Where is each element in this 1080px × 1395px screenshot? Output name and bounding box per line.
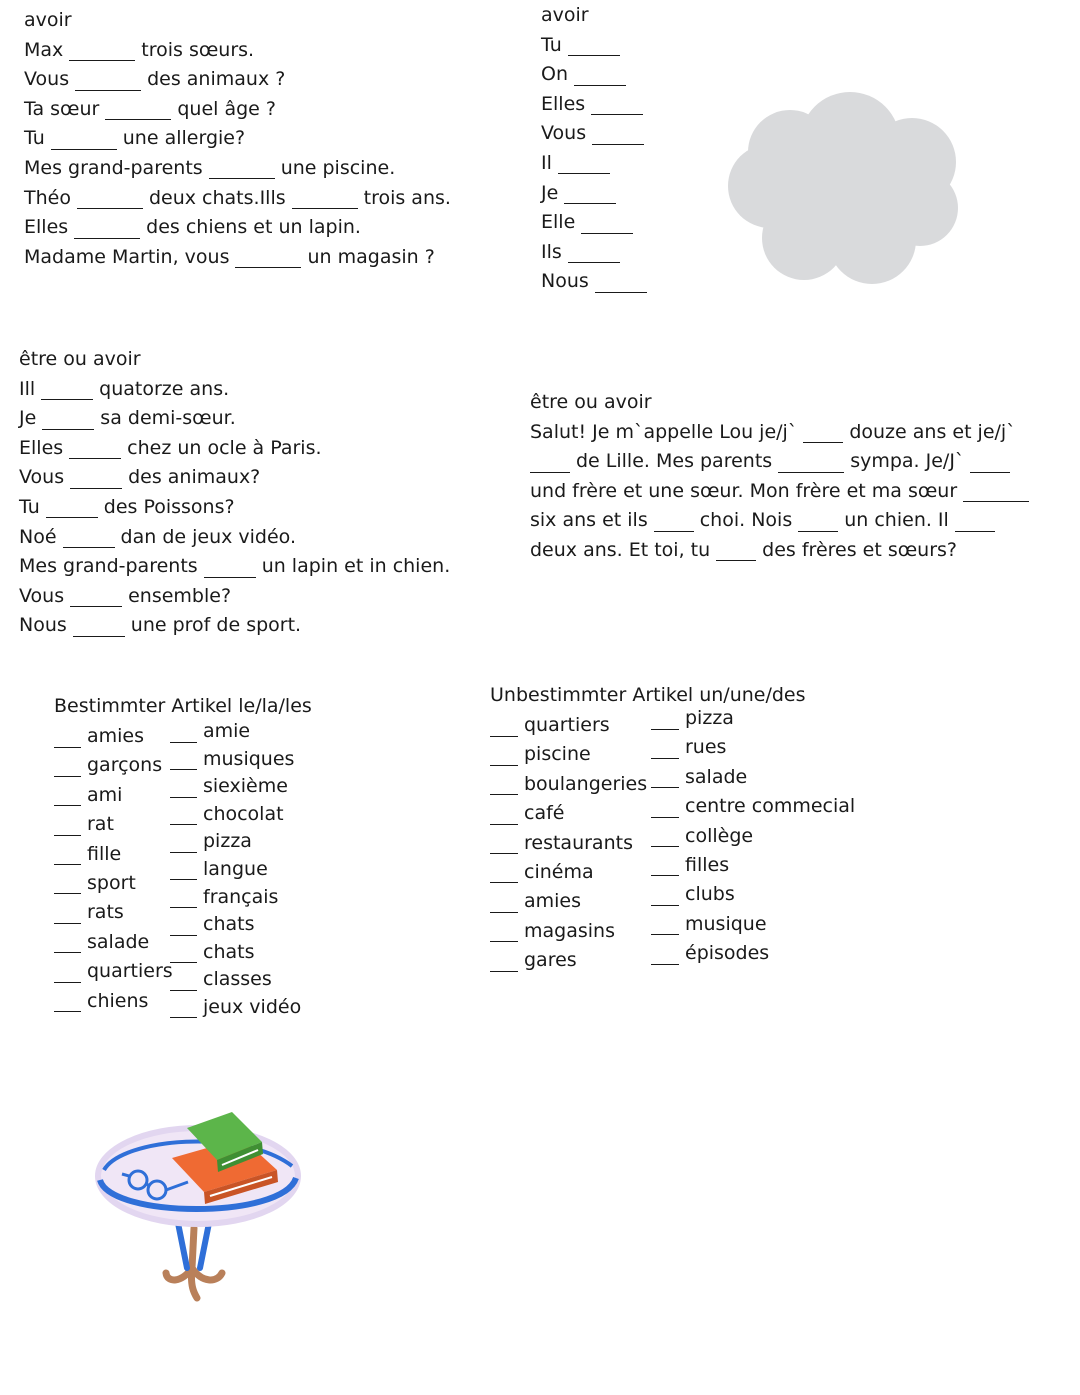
- pronoun-line: Elle: [541, 208, 653, 238]
- article-item: rats: [54, 898, 173, 927]
- article-item: ami: [54, 781, 173, 810]
- exercise-line: Théo deux chats.Ills trois ans.: [24, 186, 451, 209]
- answer-blank[interactable]: [651, 711, 679, 730]
- answer-blank[interactable]: [204, 559, 256, 578]
- article-item: quartiers: [54, 957, 173, 986]
- pronoun-line: Vous: [541, 119, 653, 149]
- answer-blank[interactable]: [75, 72, 141, 91]
- answer-blank[interactable]: [595, 274, 647, 293]
- answer-blank[interactable]: [530, 454, 570, 473]
- table-books-illustration: [92, 1108, 307, 1303]
- answer-blank[interactable]: [70, 470, 122, 489]
- answer-blank[interactable]: [63, 529, 115, 548]
- exercise-title: avoir: [24, 9, 72, 31]
- pronoun-line: Il: [541, 149, 653, 179]
- answer-blank[interactable]: [170, 944, 197, 963]
- article-item: clubs: [651, 880, 855, 909]
- answer-blank[interactable]: [54, 758, 81, 777]
- answer-blank[interactable]: [651, 769, 679, 788]
- cloud-icon: [722, 90, 962, 290]
- article-item: sport: [54, 869, 173, 898]
- answer-blank[interactable]: [170, 834, 197, 853]
- etre-avoir-text-exercise: [530, 388, 1035, 566]
- cloud-shape: [728, 92, 958, 284]
- exercise-line: Mes grand-parents une piscine.: [24, 156, 396, 179]
- answer-blank[interactable]: [54, 993, 81, 1012]
- answer-blank[interactable]: [490, 806, 518, 825]
- answer-blank[interactable]: [170, 999, 197, 1018]
- article-item: musiques: [170, 746, 301, 774]
- etre-avoir-sentences-exercise: [19, 345, 450, 641]
- article-item: rues: [651, 733, 855, 762]
- pronoun-line: Nous: [541, 267, 653, 297]
- paragraph-line: deux ans. Et toi, tu des frères et sœurs?: [530, 538, 958, 561]
- answer-blank[interactable]: [490, 894, 518, 913]
- exercise-line: Mes grand-parents un lapin et in chien.: [19, 555, 451, 578]
- definite-articles-column-1: [54, 722, 173, 1016]
- answer-blank[interactable]: [591, 96, 643, 115]
- answer-blank[interactable]: [170, 751, 197, 770]
- answer-blank[interactable]: [651, 946, 679, 965]
- answer-blank[interactable]: [581, 215, 633, 234]
- article-item: amies: [490, 887, 647, 916]
- pronoun-line: Tu: [541, 31, 653, 61]
- answer-blank[interactable]: [963, 483, 1029, 502]
- article-item: français: [170, 884, 301, 912]
- answer-blank[interactable]: [170, 806, 197, 825]
- exercise-line: Madame Martin, vous un magasin ?: [24, 245, 435, 268]
- article-item: filles: [651, 851, 855, 880]
- answer-blank[interactable]: [574, 67, 626, 86]
- answer-blank[interactable]: [170, 861, 197, 880]
- answer-blank[interactable]: [235, 249, 301, 268]
- article-item: restaurants: [490, 829, 647, 858]
- indefinite-articles-title: Unbestimmter Artikel un/une/des: [490, 684, 806, 706]
- article-item: salade: [651, 763, 855, 792]
- article-item: chiens: [54, 987, 173, 1016]
- answer-blank[interactable]: [564, 185, 616, 204]
- avoir-sentences-exercise: [24, 6, 451, 272]
- answer-blank[interactable]: [490, 718, 518, 737]
- article-item: fille: [54, 840, 173, 869]
- definite-articles-column-2: [170, 718, 301, 1022]
- answer-blank[interactable]: [170, 889, 197, 908]
- article-item: chocolat: [170, 801, 301, 829]
- article-item: classes: [170, 966, 301, 994]
- answer-blank[interactable]: [651, 828, 679, 847]
- article-item: centre commecial: [651, 792, 855, 821]
- article-item: jeux vidéo: [170, 994, 301, 1022]
- answer-blank[interactable]: [209, 160, 275, 179]
- exercise-line: Je sa demi-sœur.: [19, 407, 236, 430]
- article-item: amies: [54, 722, 173, 751]
- answer-blank[interactable]: [74, 220, 140, 239]
- answer-blank[interactable]: [558, 155, 610, 174]
- answer-blank[interactable]: [568, 37, 620, 56]
- exercise-line: Nous une prof de sport.: [19, 614, 302, 637]
- answer-blank[interactable]: [170, 972, 197, 991]
- answer-blank[interactable]: [778, 454, 844, 473]
- answer-blank[interactable]: [651, 857, 679, 876]
- answer-blank[interactable]: [70, 588, 122, 607]
- article-item: siexième: [170, 773, 301, 801]
- answer-blank[interactable]: [77, 190, 143, 209]
- pronoun-line: Je: [541, 179, 653, 209]
- article-item: amie: [170, 718, 301, 746]
- answer-blank[interactable]: [716, 542, 756, 561]
- paragraph-line: de Lille. Mes parents sympa. Je/J`: [530, 447, 1035, 477]
- exercise-title: être ou avoir: [530, 391, 652, 413]
- answer-blank[interactable]: [105, 101, 171, 120]
- paragraph-line: und frère et une sœur. Mon frère et ma sœur: [530, 477, 1035, 507]
- answer-blank[interactable]: [803, 424, 843, 443]
- exercise-line: Vous des animaux?: [19, 466, 261, 489]
- answer-blank[interactable]: [490, 747, 518, 766]
- answer-blank[interactable]: [490, 776, 518, 795]
- answer-blank[interactable]: [54, 729, 81, 748]
- table-leg: [166, 1228, 222, 1298]
- article-item: rat: [54, 810, 173, 839]
- answer-blank[interactable]: [54, 934, 81, 953]
- answer-blank[interactable]: [798, 513, 838, 532]
- pronoun-line: On: [541, 60, 653, 90]
- answer-blank[interactable]: [54, 964, 81, 983]
- exercise-line: Elles chez un ocle à Paris.: [19, 436, 322, 459]
- article-item: salade: [54, 928, 173, 957]
- exercise-line: Vous ensemble?: [19, 584, 232, 607]
- answer-blank[interactable]: [651, 916, 679, 935]
- paragraph-line: Salut! Je m`appelle Lou je/j` douze ans et je/j`: [530, 420, 1016, 443]
- definite-articles-title: Bestimmter Artikel le/la/les: [54, 695, 312, 717]
- exercise-line: Max trois sœurs.: [24, 38, 255, 61]
- answer-blank[interactable]: [568, 244, 620, 263]
- pronoun-line: Elles: [541, 90, 653, 120]
- article-item: chats: [170, 911, 301, 939]
- article-item: chats: [170, 939, 301, 967]
- answer-blank[interactable]: [592, 126, 644, 145]
- answer-blank[interactable]: [490, 835, 518, 854]
- answer-blank[interactable]: [651, 740, 679, 759]
- answer-blank[interactable]: [292, 190, 358, 209]
- answer-blank[interactable]: [490, 864, 518, 883]
- article-item: quartiers: [490, 711, 647, 740]
- exercise-line: Tu des Poissons?: [19, 495, 235, 518]
- avoir-conjugation-exercise: [541, 1, 653, 297]
- indefinite-articles-column-1: [490, 711, 647, 976]
- article-item: gares: [490, 946, 647, 975]
- article-item: café: [490, 799, 647, 828]
- answer-blank[interactable]: [170, 917, 197, 936]
- article-item: langue: [170, 856, 301, 884]
- exercise-title: être ou avoir: [19, 348, 141, 370]
- article-item: cinéma: [490, 858, 647, 887]
- article-item: collège: [651, 822, 855, 851]
- answer-blank[interactable]: [490, 953, 518, 972]
- answer-blank[interactable]: [51, 131, 117, 150]
- answer-blank[interactable]: [54, 787, 81, 806]
- article-item: boulangeries: [490, 770, 647, 799]
- answer-blank[interactable]: [54, 817, 81, 836]
- pronoun-line: Ils: [541, 238, 653, 268]
- exercise-line: Elles des chiens et un lapin.: [24, 216, 361, 239]
- answer-blank[interactable]: [54, 846, 81, 865]
- exercise-line: Noé dan de jeux vidéo.: [19, 525, 297, 548]
- article-item: piscine: [490, 740, 647, 769]
- answer-blank[interactable]: [69, 440, 121, 459]
- article-item: pizza: [651, 704, 855, 733]
- exercise-line: Tu une allergie?: [24, 127, 246, 150]
- answer-blank[interactable]: [170, 779, 197, 798]
- answer-blank[interactable]: [654, 513, 694, 532]
- article-item: garçons: [54, 751, 173, 780]
- answer-blank[interactable]: [46, 499, 98, 518]
- article-item: magasins: [490, 917, 647, 946]
- answer-blank[interactable]: [955, 513, 995, 532]
- article-item: épisodes: [651, 939, 855, 968]
- answer-blank[interactable]: [651, 799, 679, 818]
- answer-blank[interactable]: [170, 724, 197, 743]
- answer-blank[interactable]: [41, 381, 93, 400]
- exercise-line: Ill quatorze ans.: [19, 377, 230, 400]
- answer-blank[interactable]: [651, 887, 679, 906]
- answer-blank[interactable]: [54, 875, 81, 894]
- answer-blank[interactable]: [73, 618, 125, 637]
- answer-blank[interactable]: [54, 905, 81, 924]
- answer-blank[interactable]: [42, 411, 94, 430]
- exercise-line: Vous des animaux ?: [24, 68, 286, 91]
- article-item: musique: [651, 910, 855, 939]
- answer-blank[interactable]: [69, 42, 135, 61]
- exercise-line: Ta sœur quel âge ?: [24, 97, 276, 120]
- answer-blank[interactable]: [490, 923, 518, 942]
- answer-blank[interactable]: [970, 454, 1010, 473]
- indefinite-articles-column-2: [651, 704, 855, 969]
- article-item: pizza: [170, 828, 301, 856]
- paragraph-line: six ans et ils choi. Nois un chien. Il: [530, 506, 1035, 536]
- exercise-title: avoir: [541, 4, 589, 26]
